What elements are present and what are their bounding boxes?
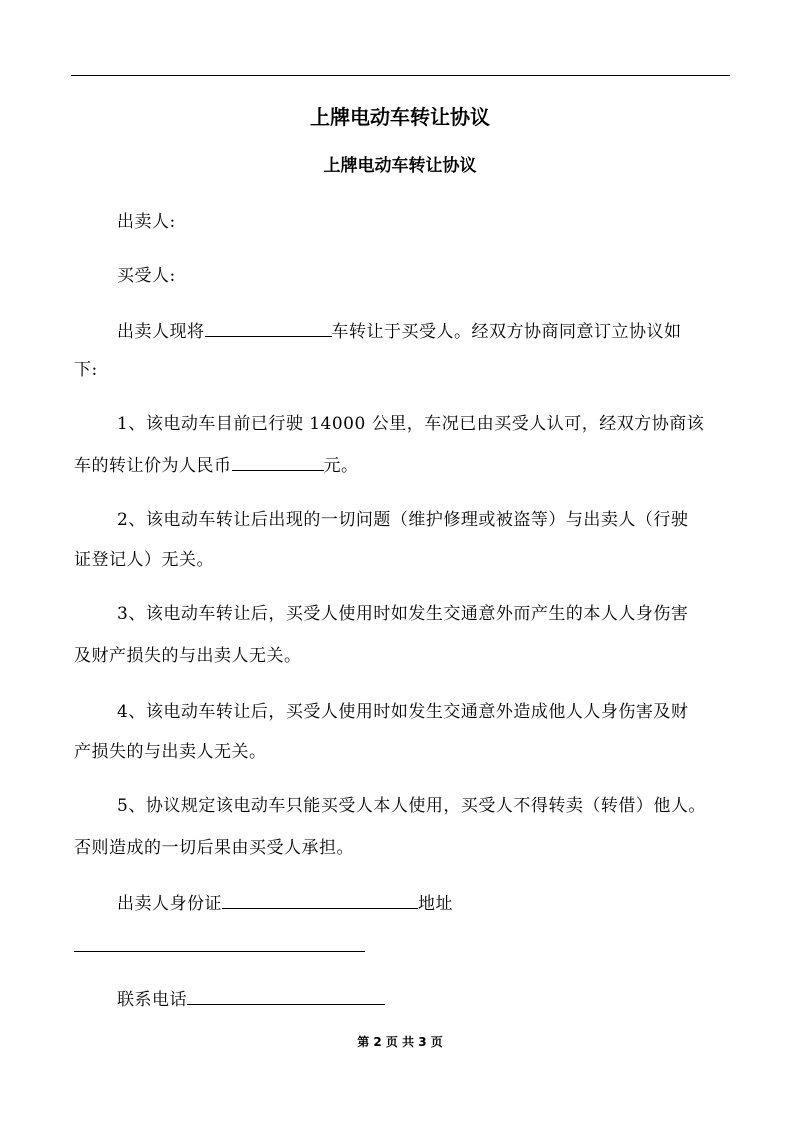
price-blank (232, 452, 324, 471)
seller-id-label: 出卖人身份证 (117, 894, 222, 914)
buyer-label: 买受人: (117, 266, 176, 286)
clause-2-line-1: 2、该电动车转让后出现的一切问题（维护修理或被盗等）与出卖人（行驶 (117, 510, 689, 530)
clause-3-line-1: 3、该电动车转让后，买受人使用时如发生交通意外而产生的本人人身伤害 (117, 604, 689, 624)
intro-text-end: 车转让于买受人。经双方协商同意订立协议如 (331, 322, 682, 342)
address-label: 地址 (418, 894, 453, 914)
intro-line (117, 318, 682, 344)
intro-text-start: 出卖人现将 (117, 322, 205, 342)
phone-label: 联系电话 (117, 990, 187, 1010)
document-title: 上牌电动车转让协议 (310, 105, 490, 129)
phone-line (117, 986, 385, 1012)
clause-4-line-1: 4、该电动车转让后，买受人使用时如发生交通意外造成他人人身伤害及财 (117, 702, 689, 722)
address-blank-line (74, 951, 365, 952)
price-unit: 元。 (323, 456, 359, 476)
vehicle-blank (205, 318, 332, 337)
seller-id-line (117, 890, 453, 916)
clause-1-line-2 (74, 452, 359, 478)
clause-5-line-1: 5、协议规定该电动车只能买受人本人使用，买受人不得转卖（转借）他人。 (117, 796, 706, 816)
clause-4-line-2: 产损失的与出卖人无关。 (74, 742, 267, 762)
header-rule (71, 75, 730, 76)
phone-blank (187, 986, 385, 1005)
clause-1-line-1: 1、该电动车目前已行驶 14000 公里，车况已由买受人认可，经双方协商该 (117, 414, 705, 434)
document-subtitle: 上牌电动车转让协议 (323, 156, 477, 176)
clause-3-line-2: 及财产损失的与出卖人无关。 (74, 646, 302, 666)
page-number: 第 2 页 共 3 页 (357, 1035, 443, 1049)
seller-label: 出卖人: (117, 212, 176, 232)
seller-id-blank (222, 890, 418, 909)
price-label: 车的转让价为人民币 (74, 456, 232, 476)
clause-5-line-2: 否则造成的一切后果由买受人承担。 (74, 838, 354, 858)
clause-2-line-2: 证登记人）无关。 (74, 550, 214, 570)
intro-line-2: 下: (74, 360, 98, 380)
